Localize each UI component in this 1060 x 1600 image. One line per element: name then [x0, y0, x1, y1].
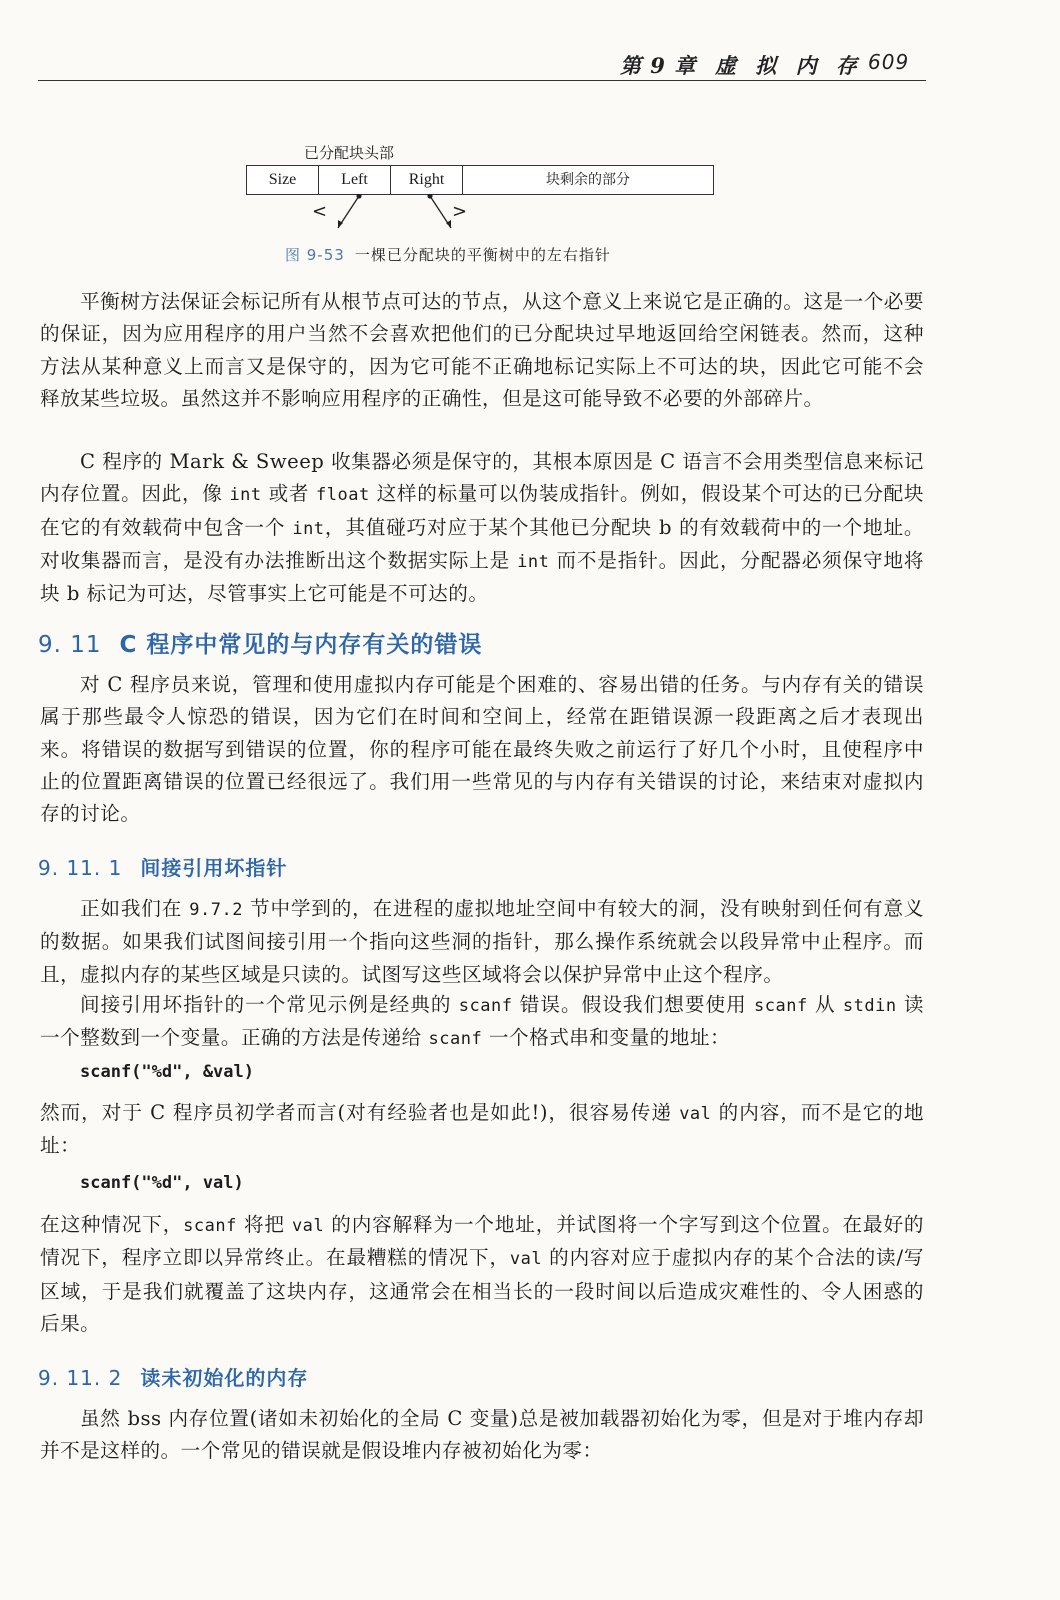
- field-remainder: 块剩余的部分: [462, 165, 714, 195]
- code-scanf: scanf: [458, 996, 513, 1016]
- section-title: C 程序中常见的与内存有关的错误: [119, 632, 483, 658]
- text-run: ，其值碰巧对应于某个其他已分配块 b 的有效载荷中的一个地址。对收集器而言，是没有办法推断出这个数据实际上是: [40, 515, 924, 572]
- text-run: 或者: [261, 482, 317, 506]
- code-stdin: stdin: [842, 996, 897, 1016]
- section-title: 间接引用坏指针: [140, 856, 288, 880]
- text-run: C 程序的 Mark & Sweep 收集器必须是保守的，其根本原因是 C 语言不会用类型信息来标记内存位置。因此，像: [40, 450, 924, 506]
- code-val: val: [291, 1216, 325, 1236]
- left-lt-mark: <: [312, 201, 328, 222]
- code-int: int: [229, 485, 262, 506]
- code-scanf: scanf: [183, 1216, 237, 1236]
- code-scanf: scanf: [428, 1029, 483, 1050]
- block-header-label: 已分配块头部: [304, 144, 395, 162]
- paragraph-conservative-gc: [40, 446, 924, 610]
- section-number: 9. 11: [38, 632, 102, 658]
- text-run: 这样的标量可以伪装成指针。例如，假设某个可达的已分配块在它的有效载荷中包含一个: [40, 482, 924, 539]
- text-run: 在这种情况下，: [40, 1213, 184, 1236]
- text-run: 错误。假设我们想要使用: [512, 993, 755, 1016]
- text-run: 读一个整数到一个变量。正确的方法是传递给: [40, 993, 924, 1050]
- text-run: 而不是指针。因此，分配器必须保守地将块 b 标记为可达，尽管事实上它可能是不可达的。: [40, 548, 924, 606]
- section-9-11-1-heading: [38, 852, 287, 881]
- code-val: val: [509, 1249, 543, 1270]
- figure-caption: [285, 244, 611, 265]
- figure-caption-text: 一棵已分配块的平衡树中的左右指针: [354, 246, 611, 264]
- right-gt-mark: >: [452, 201, 468, 222]
- text-run: 正如我们在: [80, 897, 190, 920]
- section-ref: 9.7.2: [189, 900, 243, 920]
- header-rule: [38, 80, 926, 81]
- section-number: 9. 11. 2: [38, 1366, 123, 1390]
- code-float: float: [316, 485, 370, 506]
- text-run: 节中学到的，在进程的虚拟地址空间中有较大的洞，没有映射到任何有意义的数据。如果我们试图间接引用一个指向这些洞的指针，那么操作系统就会以段异常中止程序。而且，虚拟内存的某些区域是只读的。试图写这些区域将会以保护异常中止这个程序。: [40, 897, 924, 986]
- section-9-11-2-heading: [38, 1362, 308, 1391]
- text-run: 从: [807, 993, 843, 1016]
- paragraph-scanf-mistake: [40, 1097, 924, 1163]
- paragraph-balanced-tree: 平衡树方法保证会标记所有从根节点可达的节点，从这个意义上来说它是正确的。这是一个必要的保证，因为应用程序的用户当然不会喜欢把他们的已分配块过早地返回给空闲链表。然而，这种方法从某种意义上而言又是保守的，因为它可能不正确地标记实际上不可达的块，因此它可能不会释放某些垃圾。虽然这并不影响应用程序的正确性，但是这可能导致不必要的外部碎片。: [40, 290, 924, 410]
- field-size: Size: [246, 165, 319, 195]
- paragraph-bad-pointers: [40, 893, 924, 991]
- figure-number: 图 9-53: [285, 246, 345, 264]
- code-line-wrong: scanf("%d", val): [80, 1173, 244, 1193]
- code-int: int: [292, 518, 325, 539]
- field-right: Right: [390, 165, 463, 195]
- code-scanf: scanf: [754, 996, 808, 1016]
- text-run: 的内容对应于虚拟内存的某个合法的读/写区域，于是我们就覆盖了这块内存，这通常会在相当长的一段时间以后造成灾难性的、令人困惑的后果。: [40, 1246, 924, 1335]
- paragraph-memory-errors-intro: 对 C 程序员来说，管理和使用虚拟内存可能是个困难的、容易出错的任务。与内存有关的错误属于那些最令人惊恐的错误，因为它们在时间和空间上，经常在距错误源一段距离之后才表现出来。将错误的数据写到错误的位置，你的程序可能在最终失败之前运行了好几个小时，且使程序中止的位置距离错误的位置已经很远了。我们用一些常见的与内存有关错误的讨论，来结束对虚拟内存的讨论。: [40, 673, 924, 826]
- section-9-11-heading: [38, 626, 482, 659]
- paragraph-scanf-example: [40, 989, 924, 1056]
- field-left: Left: [318, 165, 391, 195]
- code-val: val: [679, 1104, 712, 1124]
- section-number: 9. 11. 1: [38, 856, 123, 880]
- text-run: 的内容，而不是它的地址：: [40, 1101, 924, 1158]
- text-run: 的内容解释为一个地址，并试图将一个字写到这个位置。在最好的情况下，程序立即以异常终止。在最糟糕的情况下，: [40, 1213, 924, 1270]
- text-run: 一个格式串和变量的地址：: [482, 1026, 731, 1050]
- chapter-title: 虚 拟 内 存: [715, 53, 863, 78]
- code-line-correct: scanf("%d", &val): [80, 1062, 254, 1082]
- section-title: 读未初始化的内存: [140, 1366, 309, 1390]
- page-number: 609: [868, 50, 910, 74]
- paragraph-scanf-consequence: [40, 1209, 924, 1340]
- paragraph-uninitialized-memory: 虽然 bss 内存位置(诸如未初始化的全局 C 变量)总是被加载器初始化为零，但是对于堆内存却并不是这样的。一个常见的错误就是假设堆内存被初始化为零：: [40, 1407, 924, 1463]
- text-run: 间接引用坏指针的一个常见示例是经典的: [80, 993, 459, 1016]
- code-int: int: [517, 551, 550, 572]
- text-run: 将把: [236, 1213, 292, 1236]
- chapter-label: 第 9 章: [620, 53, 697, 78]
- text-run: 然而，对于 C 程序员初学者而言(对有经验者也是如此!)，很容易传递: [40, 1101, 680, 1124]
